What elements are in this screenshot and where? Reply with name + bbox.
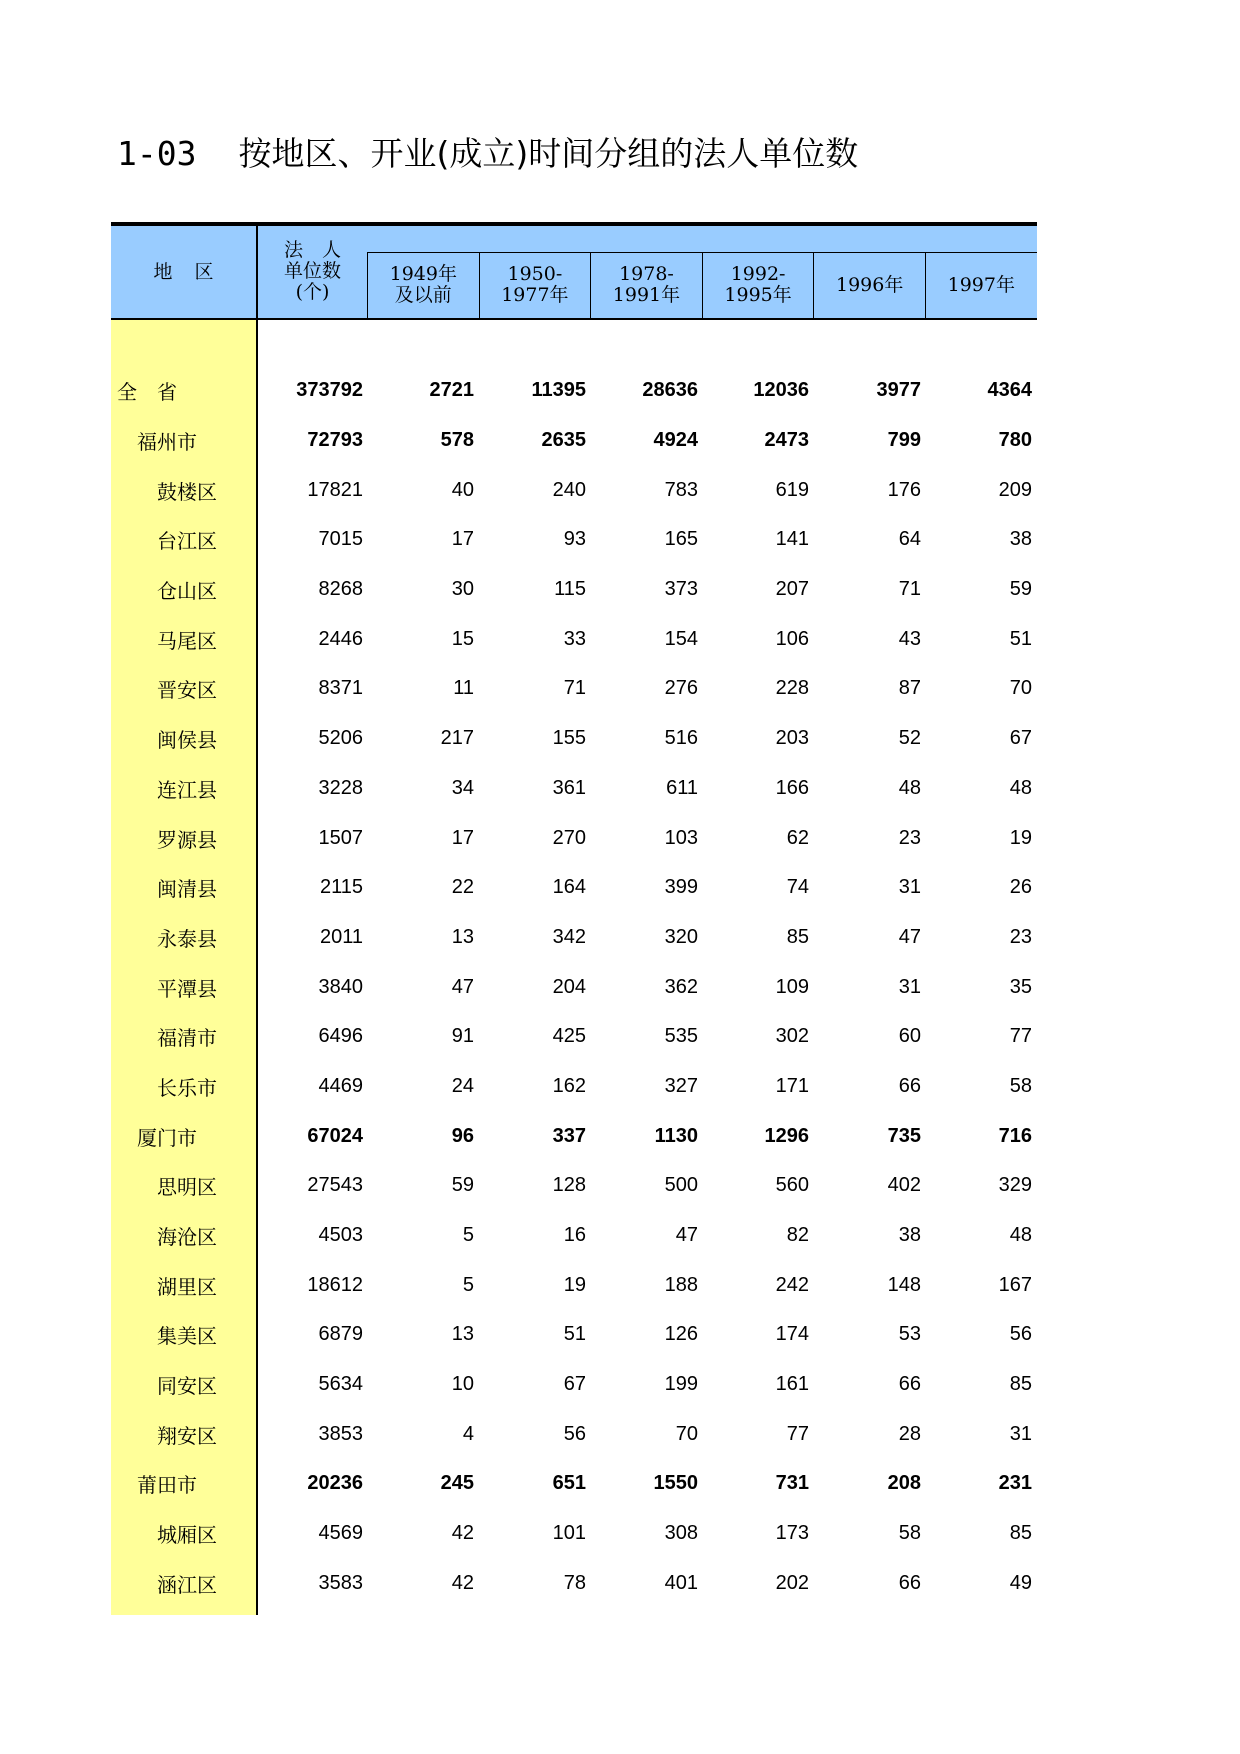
year-cell: 23 (898, 826, 921, 849)
region-name: 长乐市 (157, 1075, 217, 1100)
year-cell: 78 (563, 1571, 586, 1594)
table-row (111, 962, 1037, 1012)
region-name: 平潭县 (157, 976, 217, 1001)
header-year-1: 1949年 及以前 (367, 252, 479, 318)
region-name: 集美区 (157, 1324, 217, 1349)
year-cell: 96 (451, 1124, 474, 1147)
year-cell: 320 (664, 925, 698, 948)
total-cell: 7015 (318, 528, 363, 551)
year-cell: 59 (1009, 578, 1032, 601)
region-name: 福州市 (137, 430, 197, 455)
year-cell: 33 (563, 627, 586, 650)
year-cell: 77 (1009, 1025, 1032, 1048)
year-cell: 141 (775, 528, 809, 551)
table-row (111, 366, 1037, 416)
year-cell: 500 (664, 1174, 698, 1197)
total-cell: 4569 (318, 1522, 363, 1545)
year-cell: 5 (462, 1273, 474, 1296)
year-cell: 716 (998, 1124, 1032, 1147)
year-cell: 66 (898, 1571, 921, 1594)
table-row (111, 863, 1037, 913)
year-cell: 22 (451, 876, 474, 899)
total-cell: 3853 (318, 1422, 363, 1445)
total-cell: 18612 (307, 1273, 363, 1296)
region-name: 翔安区 (157, 1423, 217, 1448)
table-row (111, 1459, 1037, 1509)
table-row (111, 1012, 1037, 1062)
region-name: 莆田市 (137, 1473, 197, 1498)
total-cell: 8371 (318, 677, 363, 700)
year-cell: 373 (664, 578, 698, 601)
year-cell: 56 (563, 1422, 586, 1445)
year-cell: 4924 (653, 429, 698, 452)
region-name: 鼓楼区 (157, 479, 217, 504)
year-cell: 327 (664, 1074, 698, 1097)
year-cell: 161 (775, 1373, 809, 1396)
year-cell: 731 (775, 1472, 809, 1495)
year-cell: 56 (1009, 1323, 1032, 1346)
total-cell: 4469 (318, 1074, 363, 1097)
total-cell: 6496 (318, 1025, 363, 1048)
table-row (111, 664, 1037, 714)
year-cell: 85 (786, 925, 809, 948)
year-cell: 24 (451, 1074, 474, 1097)
year-cell: 164 (552, 876, 586, 899)
year-cell: 308 (664, 1522, 698, 1545)
year-cell: 799 (887, 429, 921, 452)
year-cell: 228 (775, 677, 809, 700)
year-cell: 209 (998, 478, 1032, 501)
year-cell: 51 (1009, 627, 1032, 650)
table-row (111, 614, 1037, 664)
region-name: 福清市 (157, 1026, 217, 1051)
region-name: 连江县 (157, 777, 217, 802)
header-total: 法 人 单位数 (个) (256, 226, 367, 318)
year-cell: 154 (664, 627, 698, 650)
region-name: 仓山区 (157, 579, 217, 604)
year-cell: 11395 (531, 379, 586, 402)
year-cell: 611 (666, 776, 698, 799)
region-name: 闽清县 (157, 877, 217, 902)
total-cell: 8268 (318, 578, 363, 601)
year-cell: 207 (775, 578, 809, 601)
year-cell: 361 (552, 776, 586, 799)
year-cell: 34 (451, 776, 474, 799)
region-name: 海沧区 (157, 1225, 217, 1250)
year-cell: 35 (1009, 975, 1032, 998)
total-cell: 3840 (318, 975, 363, 998)
year-cell: 1130 (654, 1124, 698, 1147)
year-cell: 70 (1009, 677, 1032, 700)
region-name: 全省 (117, 380, 197, 405)
region-name: 思明区 (157, 1175, 217, 1200)
year-cell: 2635 (541, 429, 586, 452)
year-cell: 26 (1009, 876, 1032, 899)
region-name: 厦门市 (137, 1125, 197, 1150)
year-cell: 128 (552, 1174, 586, 1197)
page-title (117, 128, 858, 175)
year-cell: 202 (775, 1571, 809, 1594)
data-table (111, 222, 1037, 1608)
year-cell: 176 (887, 478, 921, 501)
year-cell: 231 (998, 1472, 1032, 1495)
year-cell: 60 (898, 1025, 921, 1048)
table-row (111, 1409, 1037, 1459)
year-cell: 188 (664, 1273, 698, 1296)
table-title: 按地区、开业(成立)时间分组的法人单位数 (238, 134, 859, 173)
year-cell: 31 (1009, 1422, 1032, 1445)
region-name: 马尾区 (157, 628, 217, 653)
table-row (111, 714, 1037, 764)
year-cell: 245 (440, 1472, 474, 1495)
year-cell: 74 (786, 876, 809, 899)
year-cell: 425 (552, 1025, 586, 1048)
year-cell: 47 (898, 925, 921, 948)
year-cell: 31 (898, 975, 921, 998)
year-cell: 401 (664, 1571, 698, 1594)
header-year-5: 1996年 (813, 252, 925, 318)
table-row (111, 1360, 1037, 1410)
year-cell: 58 (898, 1522, 921, 1545)
year-cell: 30 (451, 578, 474, 601)
year-cell: 242 (775, 1273, 809, 1296)
year-cell: 58 (1009, 1074, 1032, 1097)
total-cell: 72793 (307, 429, 363, 452)
table-row (111, 764, 1037, 814)
table-row (111, 1509, 1037, 1559)
year-cell: 47 (675, 1224, 698, 1247)
year-cell: 15 (451, 627, 474, 650)
header-year-4: 1992- 1995年 (702, 252, 814, 318)
year-cell: 276 (664, 677, 698, 700)
year-cell: 560 (775, 1174, 809, 1197)
year-cell: 48 (1009, 1224, 1032, 1247)
year-cell: 10 (451, 1373, 474, 1396)
year-cell: 59 (451, 1174, 474, 1197)
year-cell: 42 (451, 1522, 474, 1545)
year-cell: 155 (552, 727, 586, 750)
year-cell: 38 (1009, 528, 1032, 551)
year-cell: 19 (563, 1273, 586, 1296)
year-cell: 337 (552, 1124, 586, 1147)
year-cell: 64 (898, 528, 921, 551)
year-cell: 53 (898, 1323, 921, 1346)
year-cell: 13 (451, 1323, 474, 1346)
year-cell: 171 (775, 1074, 809, 1097)
year-cell: 87 (898, 677, 921, 700)
year-cell: 5 (462, 1224, 474, 1247)
year-cell: 167 (998, 1273, 1032, 1296)
year-cell: 85 (1009, 1522, 1032, 1545)
header-year-2: 1950- 1977年 (479, 252, 591, 318)
total-cell: 4503 (318, 1224, 363, 1247)
region-name: 晋安区 (157, 678, 217, 703)
header-year-6: 1997年 (925, 252, 1037, 318)
year-cell: 4 (462, 1422, 474, 1445)
year-cell: 28636 (642, 379, 698, 402)
table-row (111, 913, 1037, 963)
year-cell: 342 (552, 925, 586, 948)
total-cell: 3228 (318, 776, 363, 799)
region-name: 涵江区 (157, 1572, 217, 1597)
table-row (111, 416, 1037, 466)
year-cell: 578 (440, 429, 474, 452)
year-cell: 71 (898, 578, 921, 601)
year-cell: 302 (775, 1025, 809, 1048)
total-cell: 67024 (307, 1124, 363, 1147)
year-cell: 43 (898, 627, 921, 650)
year-cell: 362 (664, 975, 698, 998)
year-cell: 38 (898, 1224, 921, 1247)
year-cell: 52 (898, 727, 921, 750)
year-cell: 106 (775, 627, 809, 650)
total-cell: 2011 (319, 925, 363, 948)
year-cell: 17 (451, 528, 474, 551)
year-cell: 93 (563, 528, 586, 551)
year-cell: 126 (664, 1323, 698, 1346)
year-cell: 270 (552, 826, 586, 849)
table-row (111, 1062, 1037, 1112)
year-cell: 66 (898, 1373, 921, 1396)
year-cell: 166 (775, 776, 809, 799)
total-cell: 1507 (318, 826, 363, 849)
table-row (111, 465, 1037, 515)
year-cell: 204 (552, 975, 586, 998)
table-header (111, 222, 1037, 320)
year-cell: 28 (898, 1422, 921, 1445)
year-cell: 208 (887, 1472, 921, 1495)
table-number: 1-03 (117, 134, 197, 173)
year-cell: 101 (552, 1522, 586, 1545)
year-cell: 23 (1009, 925, 1032, 948)
year-cell: 17 (451, 826, 474, 849)
year-cell: 2721 (429, 379, 474, 402)
year-cell: 162 (552, 1074, 586, 1097)
year-cell: 67 (563, 1373, 586, 1396)
year-cell: 13 (451, 925, 474, 948)
year-cell: 12036 (753, 379, 809, 402)
total-cell: 5206 (318, 727, 363, 750)
total-cell: 2446 (318, 627, 363, 650)
table-row (111, 565, 1037, 615)
year-cell: 780 (998, 429, 1032, 452)
year-cell: 85 (1009, 1373, 1032, 1396)
year-cell: 66 (898, 1074, 921, 1097)
year-cell: 4364 (987, 379, 1032, 402)
table-row (111, 813, 1037, 863)
year-cell: 173 (775, 1522, 809, 1545)
year-cell: 62 (786, 826, 809, 849)
region-name: 罗源县 (157, 827, 217, 852)
table-row (111, 1559, 1037, 1609)
region-name: 闽侯县 (157, 728, 217, 753)
year-cell: 1550 (653, 1472, 698, 1495)
year-cell: 77 (786, 1422, 809, 1445)
year-cell: 115 (554, 578, 586, 601)
year-cell: 165 (664, 528, 698, 551)
year-cell: 51 (563, 1323, 586, 1346)
year-cell: 109 (775, 975, 809, 998)
year-cell: 1296 (764, 1124, 809, 1147)
year-cell: 2473 (764, 429, 809, 452)
year-cell: 103 (664, 826, 698, 849)
table-row (111, 1161, 1037, 1211)
total-cell: 5634 (318, 1373, 363, 1396)
year-cell: 91 (451, 1025, 474, 1048)
total-cell: 17821 (307, 478, 363, 501)
year-cell: 535 (664, 1025, 698, 1048)
header-year-3: 1978- 1991年 (590, 252, 702, 318)
region-name: 城厢区 (157, 1523, 217, 1548)
year-cell: 11 (453, 677, 474, 700)
year-cell: 516 (664, 727, 698, 750)
region-name: 同安区 (157, 1374, 217, 1399)
year-cell: 42 (451, 1571, 474, 1594)
year-cell: 49 (1009, 1571, 1032, 1594)
total-cell: 373792 (296, 379, 363, 402)
year-cell: 203 (775, 727, 809, 750)
year-cell: 240 (552, 478, 586, 501)
region-name: 永泰县 (157, 926, 217, 951)
year-cell: 31 (898, 876, 921, 899)
year-cell: 70 (675, 1422, 698, 1445)
year-cell: 16 (563, 1224, 586, 1247)
total-cell: 2115 (319, 876, 363, 899)
year-cell: 67 (1009, 727, 1032, 750)
year-cell: 48 (1009, 776, 1032, 799)
table-row (111, 515, 1037, 565)
year-cell: 399 (664, 876, 698, 899)
total-cell: 27543 (307, 1174, 363, 1197)
year-cell: 19 (1009, 826, 1032, 849)
table-row (111, 1310, 1037, 1360)
year-cell: 619 (775, 478, 809, 501)
table-row (111, 1211, 1037, 1261)
year-cell: 735 (887, 1124, 921, 1147)
table-row (111, 1111, 1037, 1161)
year-cell: 402 (887, 1174, 921, 1197)
year-cell: 40 (451, 478, 474, 501)
year-cell: 47 (451, 975, 474, 998)
total-cell: 6879 (318, 1323, 363, 1346)
header-region: 地区 (153, 260, 236, 283)
year-cell: 71 (563, 677, 586, 700)
region-name: 台江区 (157, 529, 217, 554)
table-row (111, 1260, 1037, 1310)
year-cell: 48 (898, 776, 921, 799)
year-cell: 3977 (876, 379, 921, 402)
year-cell: 651 (552, 1472, 586, 1495)
region-name: 湖里区 (157, 1274, 217, 1299)
year-cell: 783 (664, 478, 698, 501)
year-cell: 174 (775, 1323, 809, 1346)
year-cell: 199 (664, 1373, 698, 1396)
total-cell: 20236 (307, 1472, 363, 1495)
year-cell: 82 (786, 1224, 809, 1247)
total-cell: 3583 (318, 1571, 363, 1594)
year-cell: 148 (887, 1273, 921, 1296)
year-cell: 217 (440, 727, 474, 750)
year-cell: 329 (998, 1174, 1032, 1197)
table-body (111, 320, 1037, 1608)
